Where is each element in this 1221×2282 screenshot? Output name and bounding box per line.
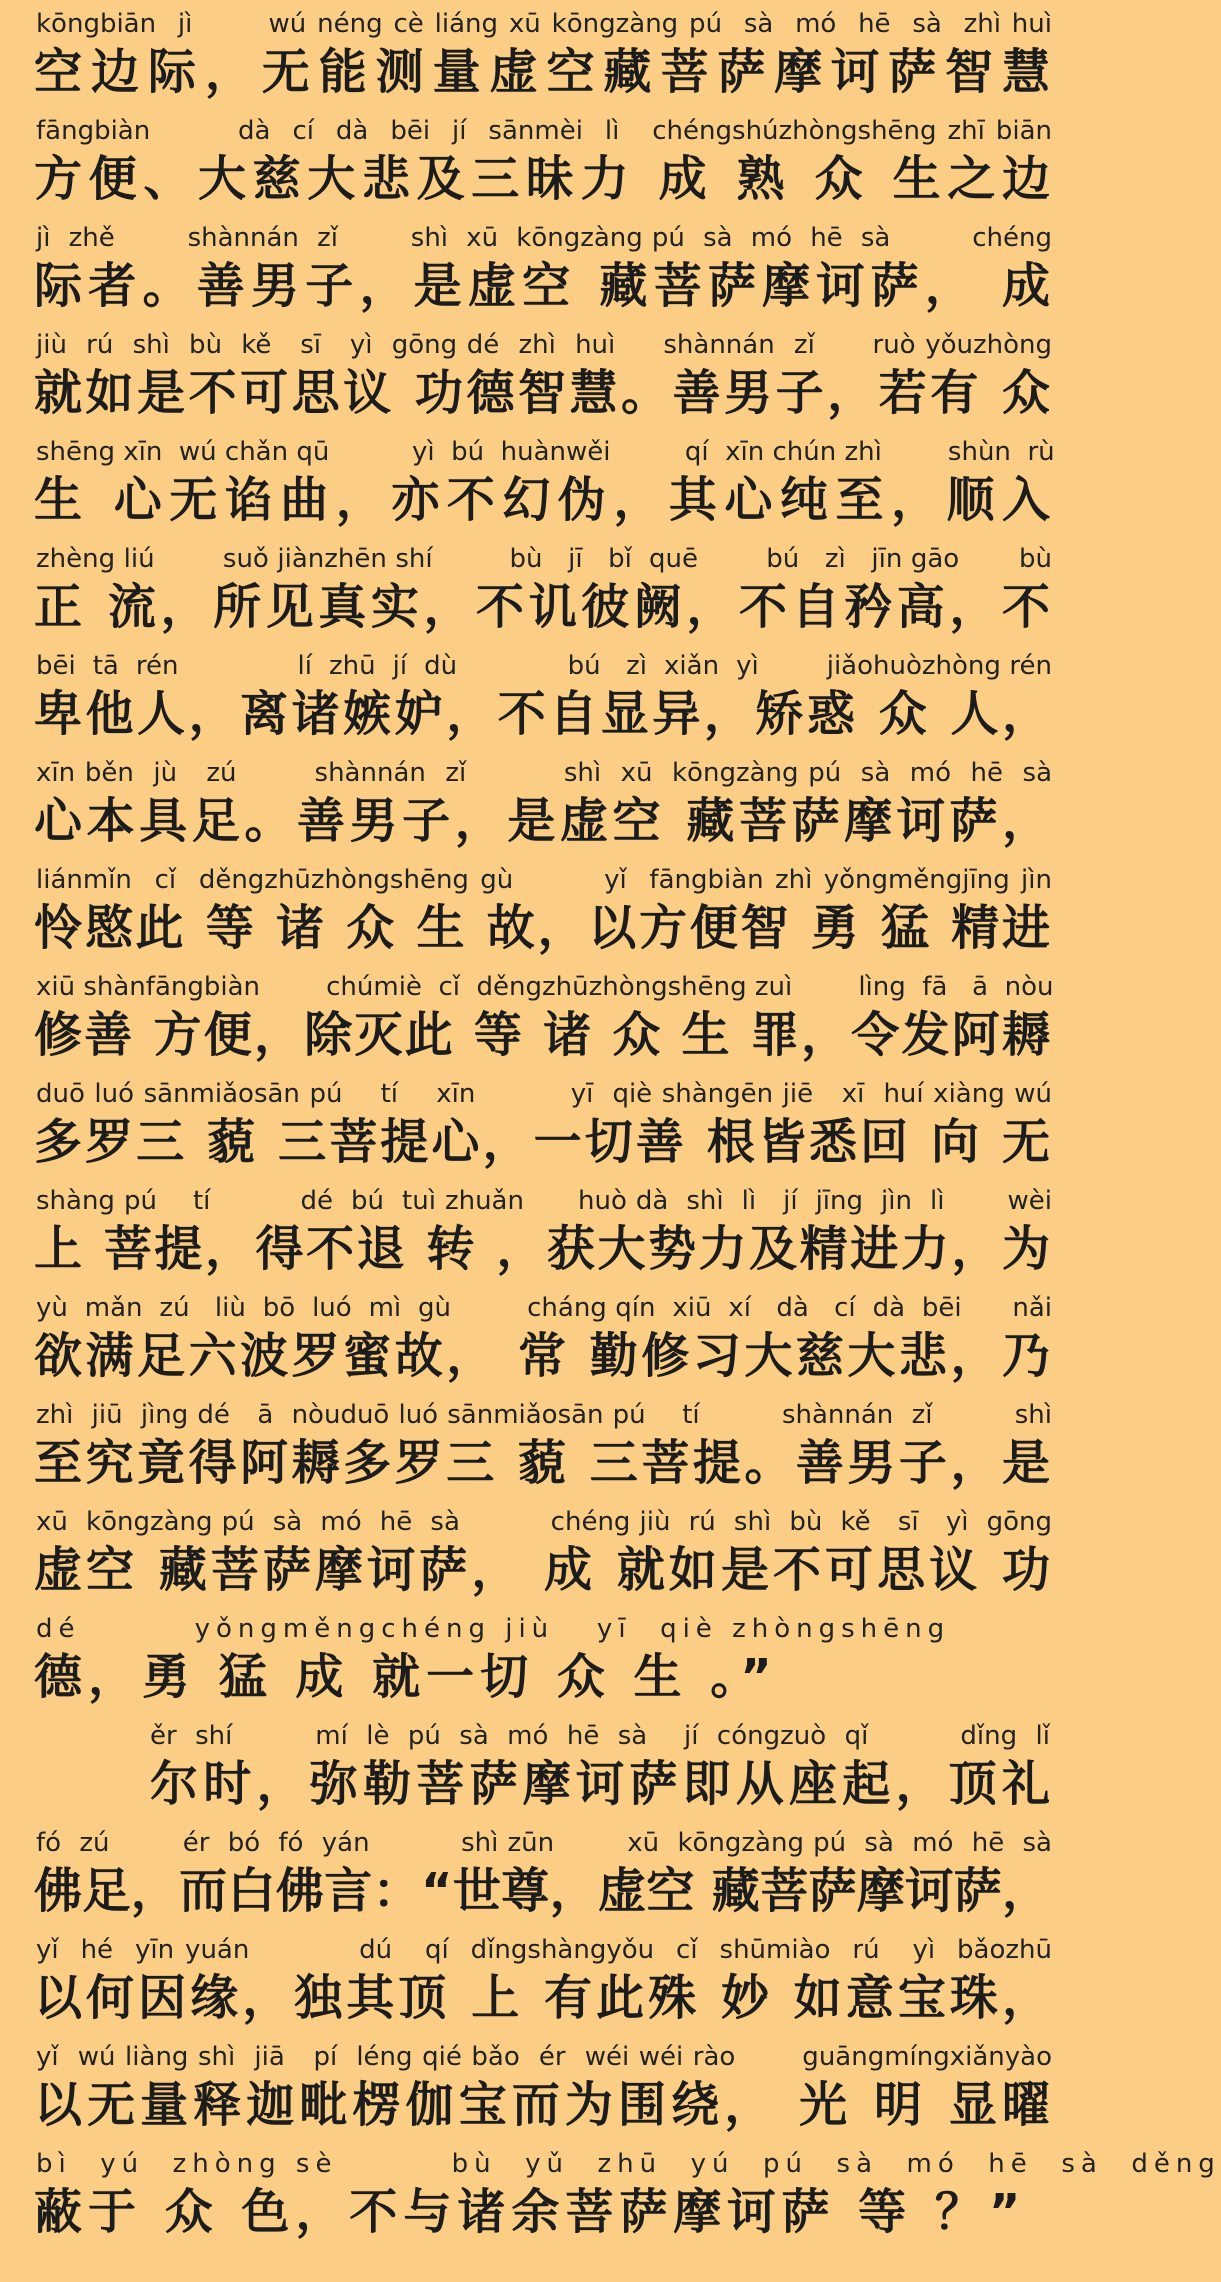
chinese-text: 欲满足六波罗蜜故， 常 勤修习大慈大悲，乃	[34, 1328, 1050, 1384]
text-line	[0, 1284, 1080, 1391]
pinyin-annotation: yǐ hé yīn yuán dú qí dǐngshàngyǒu cǐ shūmiào rú yì bǎozhū	[36, 1935, 1052, 1965]
chinese-text: 怜愍此 等 诸 众 生 故，以方便智 勇 猛 精进	[34, 900, 1050, 956]
chinese-text: 佛足，而白佛言：“世尊，虚空 藏菩萨摩诃萨，	[34, 1863, 1050, 1919]
text-line	[0, 1712, 1080, 1819]
pinyin-annotation: yǐ wú liàng shì jiā pí léng qié bǎo ér wéi wéi rào guāngmíngxiǎnyào	[36, 2042, 1052, 2072]
text-line	[0, 1070, 1080, 1177]
chinese-text: 生 心无谄曲，亦不幻伪，其心纯至，顺入	[34, 472, 1050, 528]
chinese-text: 虚空 藏菩萨摩诃萨， 成 就如是不可思议 功	[34, 1542, 1050, 1598]
pinyin-annotation: kōngbiān jì wú néng cè liáng xū kōngzàng pú sà mó hē sà zhì huì	[36, 9, 1052, 39]
text-line	[0, 107, 1080, 214]
pinyin-annotation: fó zú ér bó fó yán shì zūn xū kōngzàng pú sà mó hē sà	[36, 1828, 1052, 1858]
pinyin-annotation: shàng pú tí dé bú tuì zhuǎn huò dà shì lì jí jīng jìn lì wèi	[36, 1186, 1052, 1216]
chinese-text: 心本具足。善男子，是虚空 藏菩萨摩诃萨，	[34, 793, 1050, 849]
text-line	[0, 535, 1080, 642]
pinyin-annotation: xīn běn jù zú shànnán zǐ shì xū kōngzàng pú sà mó hē sà	[36, 758, 1052, 788]
text-line	[0, 963, 1080, 1070]
pinyin-annotation: xiū shànfāngbiàn chúmiè cǐ děngzhūzhòngshēng zuì lìng fā ā nòu	[36, 972, 1054, 1002]
text-line	[0, 1926, 1080, 2033]
pinyin-annotation: fāngbiàn dà cí dà bēi jí sānmèi lì chéngshúzhòngshēng zhī biān	[36, 116, 1052, 146]
text-line	[0, 749, 1080, 856]
pinyin-annotation: dé yǒngměngchéng jiù yī qiè zhòngshēng	[36, 1614, 951, 1644]
pinyin-annotation: bēi tā rén lí zhū jí dù bú zì xiǎn yì jiǎohuòzhòng rén	[36, 651, 1052, 681]
pinyin-annotation: xū kōngzàng pú sà mó hē sà chéng jiù rú shì bù kě sī yì gōng	[36, 1507, 1052, 1537]
chinese-text: 正 流，所见真实，不讥彼阙，不自矜高，不	[34, 579, 1050, 635]
text-line	[0, 1177, 1080, 1284]
text-line	[0, 856, 1080, 963]
chinese-text: 卑他人，离诸嫉妒，不自显异，矫惑 众 人，	[34, 686, 1050, 742]
pinyin-annotation: jì zhě shànnán zǐ shì xū kōngzàng pú sà mó hē sà chéng	[36, 223, 1052, 253]
pinyin-annotation: duō luó sānmiǎosān pú tí xīn yī qiè shàngēn jiē xī huí xiàng wú	[36, 1079, 1052, 1109]
chinese-text: 至究竟得阿耨多罗三 藐 三菩提。善男子，是	[34, 1435, 1050, 1491]
pinyin-annotation: bì yú zhòng sè bù yǔ zhū yú pú sà mó hē sà děng	[36, 2149, 1221, 2179]
text-line	[0, 2033, 1080, 2140]
chinese-text: 空边际，无能测量虚空藏菩萨摩诃萨智慧	[34, 44, 1050, 100]
text-line	[0, 1391, 1080, 1498]
pinyin-annotation: zhèng liú suǒ jiànzhēn shí bù jī bǐ quē bú zì jīn gāo bù	[36, 544, 1052, 574]
chinese-text: 就如是不可思议 功德智慧。善男子，若有 众	[34, 365, 1050, 421]
pinyin-annotation: shēng xīn wú chǎn qū yì bú huànwěi qí xīn chún zhì shùn rù	[36, 437, 1055, 467]
chinese-text: 尔时，弥勒菩萨摩诃萨即从座起，顶礼	[150, 1756, 1050, 1812]
text-line	[0, 642, 1080, 749]
text-line	[0, 2140, 1221, 2247]
chinese-text: 以何因缘，独其顶 上 有此殊 妙 如意宝珠，	[34, 1970, 1050, 2026]
text-line	[0, 1605, 1080, 1712]
pinyin-annotation: yù mǎn zú liù bō luó mì gù cháng qín xiū xí dà cí dà bēi nǎi	[36, 1293, 1052, 1323]
chinese-text: 修善 方便，除灭此 等 诸 众 生 罪，令发阿耨	[34, 1007, 1050, 1063]
chinese-text: 以无量释迦毗楞伽宝而为围绕， 光 明 显曜	[34, 2077, 1050, 2133]
pinyin-annotation: jiù rú shì bù kě sī yì gōng dé zhì huì shànnán zǐ ruò yǒuzhòng	[36, 330, 1052, 360]
pinyin-annotation: liánmǐn cǐ děngzhūzhòngshēng gù yǐ fāngbiàn zhì yǒngměngjīng jìn	[36, 865, 1052, 895]
text-line	[0, 0, 1080, 107]
text-line	[0, 214, 1080, 321]
text-line	[0, 321, 1080, 428]
text-line	[0, 428, 1080, 535]
text-line	[0, 1819, 1080, 1926]
chinese-text: 多罗三 藐 三菩提心，一切善 根皆悉回 向 无	[34, 1114, 1050, 1170]
chinese-text: 际者。善男子，是虚空 藏菩萨摩诃萨， 成	[34, 258, 1050, 314]
chinese-text: 德，勇 猛 成 就一切 众 生 。”	[34, 1649, 778, 1705]
pinyin-annotation: zhì jiū jìng dé ā nòuduō luó sānmiǎosān pú tí shànnán zǐ shì	[36, 1400, 1052, 1430]
pinyin-annotation: ěr shí mí lè pú sà mó hē sà jí cóngzuò qǐ dǐng lǐ	[150, 1721, 1050, 1751]
text-line	[0, 1498, 1080, 1605]
chinese-text: 蔽于 众 色，不与诸余菩萨摩诃萨 等 ？”	[34, 2184, 1027, 2240]
chinese-text: 方便、大慈大悲及三昧力 成 熟 众 生之边	[34, 151, 1050, 207]
chinese-text: 上 菩提，得不退 转 ，获大势力及精进力，为	[34, 1221, 1050, 1277]
